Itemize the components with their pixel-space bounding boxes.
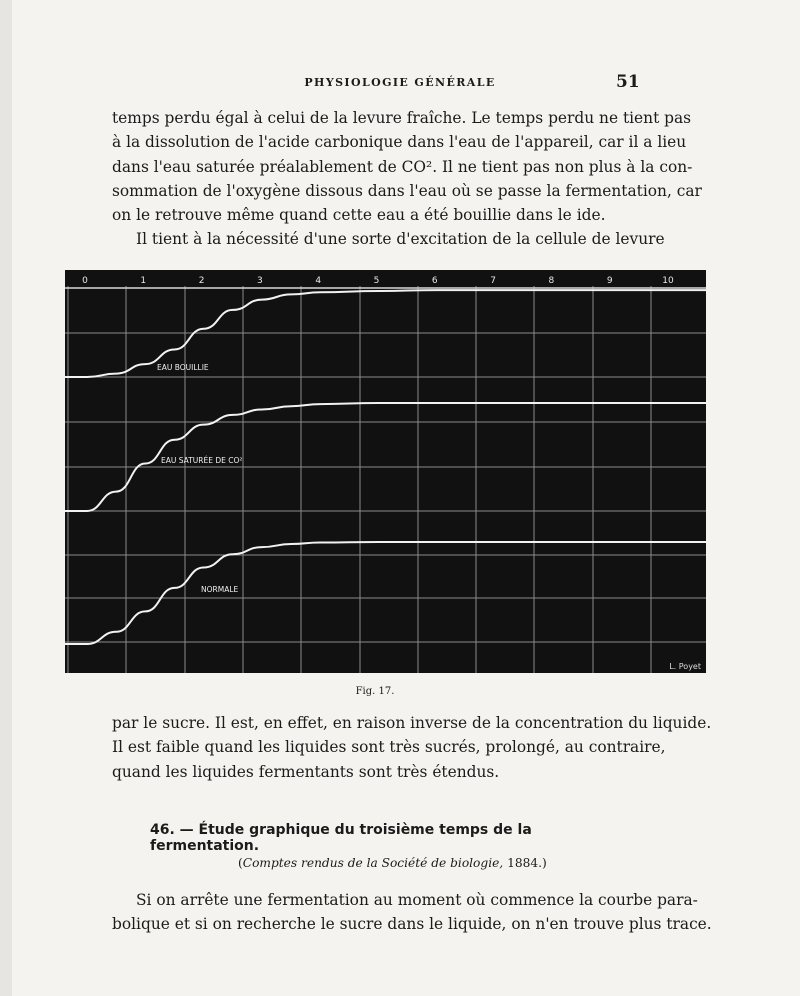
text-line: Il tient à la nécessité d'une sorte d'excitation de la cellule de levure — [136, 230, 665, 249]
x-tick-label: 4 — [315, 276, 322, 286]
paragraph-3 — [112, 711, 712, 784]
x-tick-label: 2 — [198, 276, 205, 286]
page-edge — [0, 0, 12, 996]
text-line: par le sucre. Il est, en effet, en raison inverse de la concentration du liquide. — [112, 714, 712, 732]
text-line: on le retrouve même quand cette eau a été bouillie dans le ide. — [112, 206, 606, 225]
fermentation-chart — [65, 270, 706, 673]
series-label: EAU BOUILLIE — [157, 363, 209, 372]
chart-background — [65, 270, 706, 673]
x-tick-label: 3 — [257, 276, 263, 286]
figure-caption: Fig. 17. — [355, 686, 395, 697]
x-tick-label: 1 — [140, 276, 147, 286]
series-label: EAU SATURÉE DE CO² — [161, 456, 243, 465]
text-line: à la dissolution de l'acide carbonique dans l'eau de l'appareil, car il a lieu — [112, 133, 687, 152]
text-line: bolique et si on recherche le sucre dans le liquide, on n'en trouve plus trace. — [112, 915, 712, 934]
citation-year: 1884.) — [507, 856, 547, 870]
text-line: dans l'eau saturée préalablement de CO². Il ne tient pas non plus à la con- — [112, 157, 693, 176]
figure-17 — [65, 270, 706, 673]
series-label: NORMALE — [201, 585, 239, 594]
text-line: temps perdu égal à celui de la levure fraîche. Le temps perdu ne tient pas — [112, 109, 692, 127]
section-heading: 46. — Étude graphique du troisième temps de la fermentation. — [150, 822, 532, 854]
citation — [238, 856, 547, 870]
page-header — [0, 72, 800, 96]
text-line: quand les liquides fermentants sont très étendus. — [112, 762, 500, 781]
text-line: sommation de l'oxygène dissous dans l'eau où se passe la fermentation, car — [112, 181, 702, 200]
x-tick-label: 7 — [490, 276, 496, 286]
text-line: Il est faible quand les liquides sont très sucrés, prolongé, au contraire, — [112, 738, 666, 757]
x-tick-label: 9 — [606, 276, 613, 286]
x-tick-label: 6 — [431, 276, 438, 286]
citation-open: ( — [238, 856, 243, 870]
paragraph-4 — [112, 888, 712, 937]
x-tick-label: 0 — [82, 276, 88, 286]
page-number: 51 — [616, 72, 640, 92]
citation-source: Comptes rendus de la Société de biologie, — [242, 856, 504, 870]
running-title: PHYSIOLOGIE GÉNÉRALE — [304, 76, 496, 89]
x-tick-label: 5 — [373, 276, 380, 286]
x-tick-label: 8 — [548, 276, 555, 286]
paragraph-1 — [112, 106, 702, 252]
x-tick-label: 10 — [662, 276, 674, 286]
engraver-signature: L. Poyet — [669, 662, 701, 671]
text-line: Si on arrête une fermentation au moment où commence la courbe para- — [136, 891, 698, 909]
